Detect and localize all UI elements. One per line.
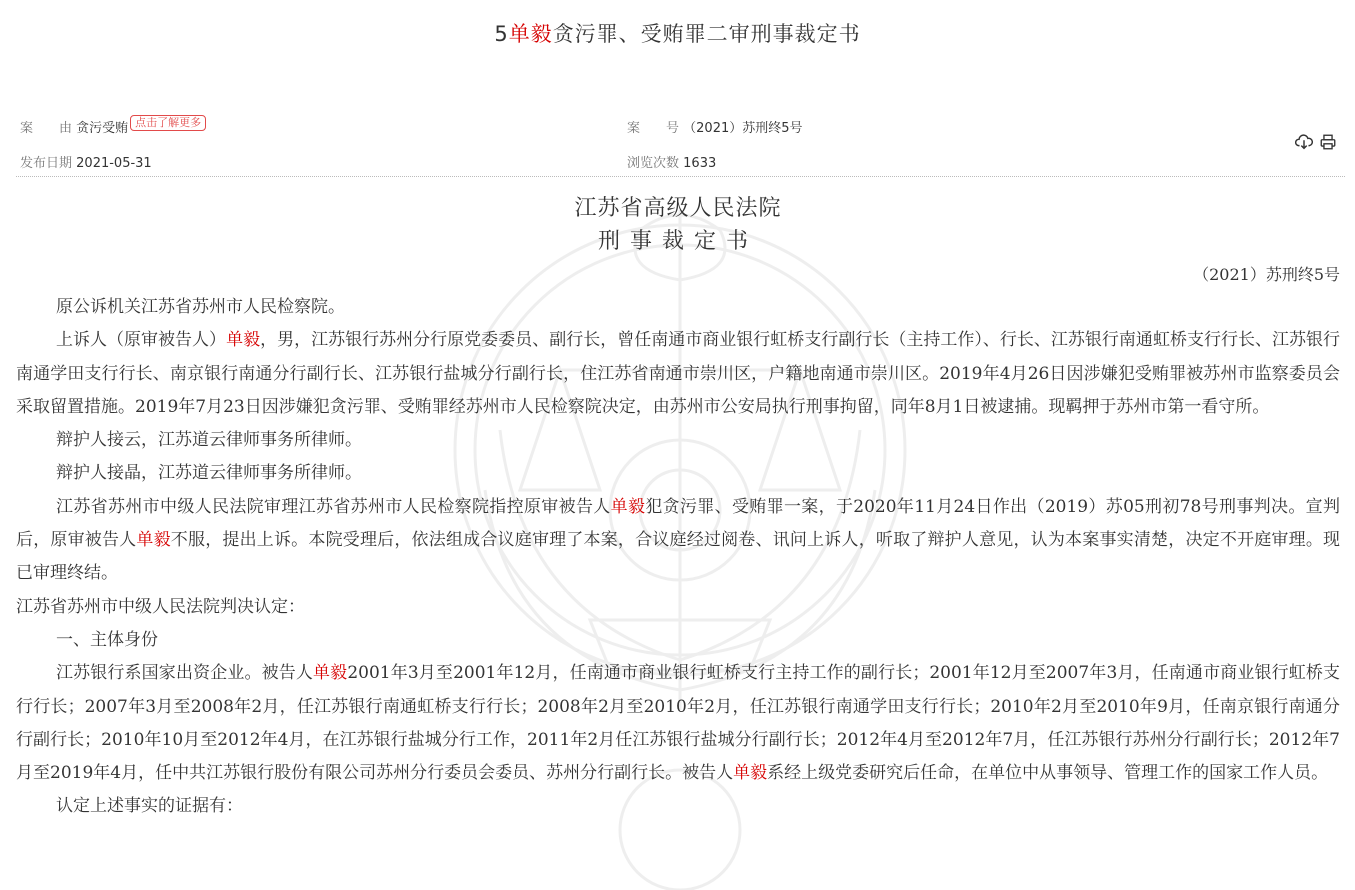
- cause-label: 案 由: [20, 121, 73, 136]
- text-segment: 江苏省苏州市中级人民法院审理江苏省苏州市人民检察院指控原审被告人: [56, 496, 611, 517]
- text-segment: 犯贪污罪、受贿罪一案，于2020年11月24日作出（2019）苏05刑初78号刑事判决。宣判后，原审被告人: [16, 496, 1341, 551]
- paragraph-defender-1: 辩护人接云，江苏道云律师事务所律师。: [56, 430, 362, 451]
- page-title: [0, 18, 1355, 48]
- paragraph-appellant: [16, 324, 1340, 424]
- defendant-name: 单毅: [313, 663, 348, 684]
- paragraph-prosecutor: 原公诉机关江苏省苏州市人民检察院。: [56, 297, 345, 317]
- title-prefix: 5: [494, 22, 509, 46]
- text-segment: 系经上级党委研究后任命，在单位中从事领导、管理工作的国家工作人员。: [767, 763, 1329, 784]
- paragraph-findings-intro: 江苏省苏州市中级人民法院判决认定：: [16, 596, 305, 617]
- document-case-number: （2021）苏刑终5号: [1193, 265, 1340, 284]
- paragraph-evidence-intro: 认定上述事实的证据有：: [56, 796, 243, 817]
- text-segment: 不服，提出上诉。本院受理后，依法组成合议庭审理了本案，合议庭经过阅卷、讯问上诉人，听取了辩护人意见，认为本案事实清楚，决定不开庭审理。现已审理终结。: [16, 530, 1341, 584]
- court-name: 江苏省高级人民法院: [574, 196, 782, 221]
- cause-value: 贪污受贿: [76, 121, 129, 136]
- date-value: 2021-05-31: [76, 156, 152, 171]
- text-segment: 江苏银行系国家出资企业。被告人: [56, 663, 314, 684]
- meta-date: [20, 152, 152, 171]
- judgment-body: [16, 192, 1340, 824]
- download-icon[interactable]: [1295, 133, 1313, 151]
- text-segment: 2001年3月至2001年12月，任南通市商业银行虹桥支行主持工作的副行长；2001年12月至2007年3月，任南通市商业银行虹桥支行行长；2007年3月至2008年2月，任江苏银行南通虹桥支行行长；2008年2月至2010年2月，任江苏银行南通学田支行行长；2010年2月至2010年9月，任南京银行南通分行副行长；2010年10月至2012年4月，在江苏银行盐城分行工作，2011年2月任江苏银行盐城分行副行长；2012年4月至2012年7月，任江苏银行苏州分行副行长；2012年7月至2019年4月，任中共江苏银行股份有限公司苏州分行委员会委员、苏州分行副行长。被告人: [16, 663, 1341, 784]
- meta-caseno: [627, 117, 803, 136]
- title-defendant-name: 单毅: [508, 22, 553, 46]
- caseno-value: （2021）苏刑终5号: [683, 121, 803, 136]
- views-label: 浏览次数: [627, 156, 680, 171]
- header-divider: [16, 176, 1345, 177]
- section-heading: 一、主体身份: [56, 629, 158, 650]
- learn-more-tag[interactable]: 点击了解更多: [130, 115, 206, 131]
- defendant-name: 单毅: [610, 496, 646, 517]
- caseno-label: 案 号: [627, 121, 680, 136]
- paragraph-procedure: [16, 491, 1340, 591]
- title-suffix: 贪污罪、受贿罪二审刑事裁定书: [552, 22, 861, 46]
- defendant-name: 单毅: [226, 330, 261, 351]
- views-value: 1633: [683, 156, 717, 171]
- defendant-name: 单毅: [136, 530, 171, 551]
- date-label: 发布日期: [20, 156, 73, 171]
- paragraph-identity: [16, 657, 1340, 790]
- meta-cause: [20, 117, 206, 137]
- meta-views: [627, 152, 716, 171]
- print-icon[interactable]: [1319, 133, 1337, 151]
- text-segment: ，男，江苏银行苏州分行原党委委员、副行长，曾任南通市商业银行虹桥支行副行长（主持工作）、行长、江苏银行南通虹桥支行行长、江苏银行南通学田支行行长、南京银行南通分行副行长、江苏银行盐城分行副行长，住江苏省南通市崇川区，户籍地南通市崇川区。2019年4月26日因涉嫌犯受贿罪被苏州市监察委员会采取留置措施。2019年7月23日因涉嫌犯贪污罪、受贿罪经苏州市人民检察院决定，由苏州市公安局执行刑事拘留，同年8月1日被逮捕。现羁押于苏州市第一看守所。: [16, 330, 1341, 417]
- defendant-name: 单毅: [733, 763, 768, 784]
- document-type: 刑事裁定书: [597, 229, 758, 254]
- paragraph-defender-2: 辩护人接晶，江苏道云律师事务所律师。: [56, 463, 362, 484]
- toolbar: [1295, 133, 1337, 151]
- text-segment: 上诉人（原审被告人）: [56, 330, 227, 351]
